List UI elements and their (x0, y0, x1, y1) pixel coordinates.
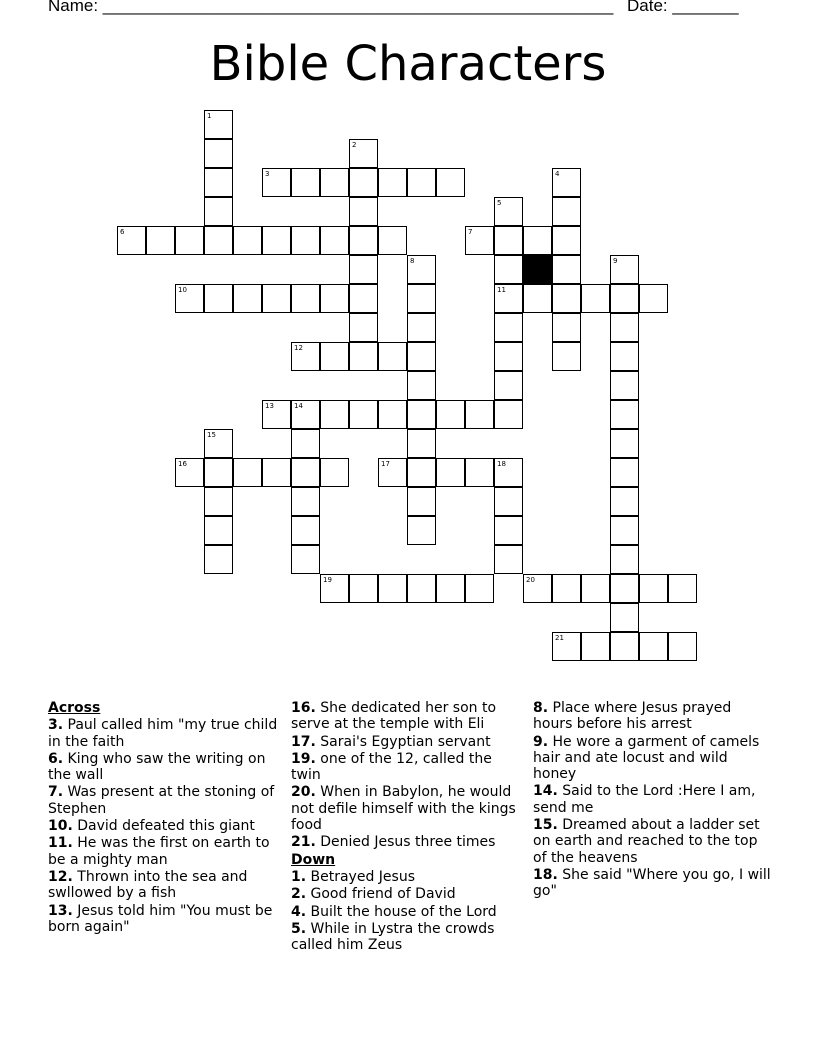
clue-text: Said to the Lord :Here I am, send me (533, 783, 756, 816)
grid-cell[interactable] (204, 168, 233, 197)
grid-cell[interactable] (407, 371, 436, 400)
grid-cell[interactable] (552, 574, 581, 603)
grid-cell[interactable] (233, 226, 262, 255)
grid-cell[interactable] (233, 284, 262, 313)
date-field[interactable]: Date: _______ (627, 0, 739, 15)
grid-cell[interactable] (291, 168, 320, 197)
clue-number: 5. (291, 920, 307, 937)
clue-number: 14. (533, 783, 558, 800)
grid-cell[interactable] (610, 545, 639, 574)
clue-text: one of the 12, called the twin (291, 750, 492, 784)
grid-cell[interactable] (436, 574, 465, 603)
grid-cell[interactable] (494, 226, 523, 255)
clue (533, 783, 773, 816)
grid-cell[interactable] (378, 458, 407, 487)
down-clues-list (291, 869, 521, 953)
grid-cell[interactable] (494, 284, 523, 313)
grid-cell[interactable] (204, 429, 233, 458)
grid-cell[interactable] (436, 458, 465, 487)
grid-cell[interactable] (407, 574, 436, 603)
across-clues-list-continued (291, 700, 521, 851)
grid-cell[interactable] (407, 342, 436, 371)
grid-cell[interactable] (407, 313, 436, 342)
grid-cell[interactable] (494, 487, 523, 516)
clue (291, 751, 521, 784)
grid-cell[interactable] (349, 400, 378, 429)
cell-number: 21 (555, 634, 564, 642)
clue-number: 18. (533, 866, 558, 883)
grid-cell[interactable] (610, 371, 639, 400)
clue (48, 903, 278, 936)
grid-cell[interactable] (204, 139, 233, 168)
grid-cell[interactable] (610, 516, 639, 545)
grid-cell[interactable] (407, 255, 436, 284)
grid-cell[interactable] (291, 284, 320, 313)
clue (291, 700, 521, 733)
clue-number: 20. (291, 784, 316, 801)
grid-cell[interactable] (349, 574, 378, 603)
grid-cell[interactable] (494, 400, 523, 429)
clue (291, 834, 521, 850)
grid-cell[interactable] (291, 487, 320, 516)
clue (48, 784, 278, 817)
grid-cell[interactable] (552, 255, 581, 284)
cell-number: 13 (265, 402, 274, 410)
clues-column-2 (291, 700, 521, 954)
clue (533, 700, 773, 733)
page-title: Bible Characters (209, 36, 607, 92)
clue-text: Jesus told him "You must be born again" (48, 902, 273, 935)
grid-cell[interactable] (320, 400, 349, 429)
grid-cell[interactable] (610, 313, 639, 342)
grid-cell[interactable] (291, 516, 320, 545)
clue (533, 867, 773, 900)
clue-text: Dreamed about a ladder set on earth and reached to the top of the heavens (533, 817, 760, 866)
clue (48, 751, 278, 784)
cell-number: 1 (207, 112, 212, 120)
clue (533, 734, 773, 783)
grid-cell[interactable] (494, 255, 523, 284)
grid-cell[interactable] (610, 255, 639, 284)
grid-cell[interactable] (581, 632, 610, 661)
grid-cell[interactable] (117, 226, 146, 255)
grid-cell[interactable] (291, 458, 320, 487)
grid-cell[interactable] (494, 313, 523, 342)
grid-cell[interactable] (552, 226, 581, 255)
grid-cell[interactable] (204, 516, 233, 545)
clue-text: Paul called him "my true child in the faith (48, 717, 278, 750)
grid-cell[interactable] (204, 284, 233, 313)
cell-number: 17 (381, 460, 390, 468)
grid-cell[interactable] (639, 632, 668, 661)
grid-cell[interactable] (262, 400, 291, 429)
grid-cell[interactable] (523, 284, 552, 313)
grid-cell[interactable] (610, 574, 639, 603)
grid-cell[interactable] (610, 458, 639, 487)
grid-cell[interactable] (204, 487, 233, 516)
clues-column-3 (533, 700, 773, 901)
grid-cell[interactable] (407, 487, 436, 516)
clue-text: She dedicated her son to serve at the temple with Eli (291, 700, 497, 733)
grid-cell[interactable] (407, 429, 436, 458)
grid-cell[interactable] (349, 197, 378, 226)
grid-cell[interactable] (465, 574, 494, 603)
clue (48, 869, 278, 902)
grid-cell[interactable] (378, 574, 407, 603)
grid-cell[interactable] (610, 342, 639, 371)
clue-number: 6. (48, 750, 64, 767)
grid-cell[interactable] (494, 342, 523, 371)
grid-cell[interactable] (175, 284, 204, 313)
clue-number: 19. (291, 750, 316, 767)
clue-number: 13. (48, 902, 73, 919)
cell-number: 19 (323, 576, 332, 584)
grid-cell[interactable] (378, 226, 407, 255)
grid-cell[interactable] (320, 574, 349, 603)
cell-number: 16 (178, 460, 187, 468)
grid-cell[interactable] (610, 632, 639, 661)
clue-number: 21. (291, 834, 316, 851)
grid-cell[interactable] (610, 400, 639, 429)
clue-text: He wore a garment of camels hair and ate locust and wild honey (533, 733, 760, 783)
clue (48, 835, 278, 868)
clue-text: Was present at the stoning of Stephen (48, 784, 275, 817)
cell-number: 5 (497, 199, 502, 207)
clue-text: David defeated this giant (72, 818, 255, 835)
grid-cell[interactable] (204, 110, 233, 139)
grid-cell[interactable] (552, 342, 581, 371)
across-heading: Across (48, 700, 101, 716)
grid-cell[interactable] (204, 226, 233, 255)
cell-number: 14 (294, 402, 303, 410)
grid-cell[interactable] (552, 632, 581, 661)
clue-number: 8. (533, 700, 549, 716)
grid-cell[interactable] (465, 458, 494, 487)
grid-cell[interactable] (407, 458, 436, 487)
grid-cell[interactable] (204, 197, 233, 226)
clue (48, 818, 278, 834)
grid-cell[interactable] (233, 458, 262, 487)
grid-cell[interactable] (349, 226, 378, 255)
clue (291, 886, 521, 902)
clue-number: 17. (291, 733, 316, 750)
grid-cell[interactable] (204, 545, 233, 574)
cell-number: 11 (497, 286, 506, 294)
clue (291, 869, 521, 885)
grid-cell[interactable] (407, 168, 436, 197)
grid-cell[interactable] (552, 284, 581, 313)
grid-cell[interactable] (204, 458, 233, 487)
grid-cell[interactable] (262, 458, 291, 487)
down-heading: Down (291, 851, 336, 868)
clue-text: King who saw the writing on the wall (48, 750, 266, 784)
clue-text: Built the house of the Lord (306, 903, 497, 920)
grid-cell[interactable] (494, 458, 523, 487)
cell-number: 9 (613, 257, 618, 265)
clue-number: 16. (291, 700, 316, 716)
grid-cell[interactable] (436, 400, 465, 429)
clue-text: Betrayed Jesus (306, 868, 415, 885)
clue (291, 921, 521, 954)
grid-cell[interactable] (291, 400, 320, 429)
grid-cell[interactable] (378, 342, 407, 371)
grid-cell[interactable] (668, 632, 697, 661)
cell-number: 4 (555, 170, 560, 178)
grid-cell[interactable] (552, 168, 581, 197)
clue (291, 904, 521, 920)
grid-cell[interactable] (494, 516, 523, 545)
clue-number: 1. (291, 868, 307, 885)
grid-cell[interactable] (291, 545, 320, 574)
grid-cell[interactable] (146, 226, 175, 255)
grid-cell[interactable] (262, 226, 291, 255)
grid-cell[interactable] (291, 342, 320, 371)
clue-text: Thrown into the sea and swllowed by a fish (48, 868, 248, 902)
grid-cell[interactable] (639, 284, 668, 313)
grid-cell[interactable] (349, 139, 378, 168)
grid-cell[interactable] (320, 342, 349, 371)
grid-cell[interactable] (378, 168, 407, 197)
grid-cell[interactable] (349, 168, 378, 197)
grid-cell[interactable] (291, 226, 320, 255)
grid-cell[interactable] (175, 458, 204, 487)
grid-cell[interactable] (349, 284, 378, 313)
grid-cell[interactable] (494, 371, 523, 400)
grid-cell[interactable] (465, 226, 494, 255)
clue-text: Sarai's Egyptian servant (315, 733, 491, 750)
grid-cell[interactable] (494, 545, 523, 574)
grid-cell[interactable] (523, 226, 552, 255)
grid-cell[interactable] (465, 400, 494, 429)
grid-cell[interactable] (639, 574, 668, 603)
clue-number: 4. (291, 903, 307, 920)
clue-text: Denied Jesus three times (315, 834, 496, 851)
cell-number: 8 (410, 257, 415, 265)
grid-cell[interactable] (262, 168, 291, 197)
cell-number: 18 (497, 460, 506, 468)
clue (48, 717, 278, 750)
down-clues-list-continued (533, 700, 773, 900)
cell-number: 12 (294, 344, 303, 352)
clue-number: 15. (533, 817, 558, 834)
clue-number: 11. (48, 835, 73, 852)
clue (291, 784, 521, 833)
grid-cell[interactable] (349, 313, 378, 342)
grid-cell[interactable] (407, 400, 436, 429)
clue-text: She said "Where you go, I will go" (533, 866, 771, 900)
clue-number: 10. (48, 818, 73, 835)
cell-number: 20 (526, 576, 535, 584)
clue-text: Good friend of David (306, 886, 456, 903)
grid-cell[interactable] (407, 516, 436, 545)
cell-number: 7 (468, 228, 473, 236)
across-clues-list (48, 717, 278, 935)
grid-cell[interactable] (436, 168, 465, 197)
clue (533, 817, 773, 866)
grid-cell[interactable] (291, 429, 320, 458)
grid-cell[interactable] (262, 284, 291, 313)
clue-number: 7. (48, 784, 64, 801)
clue-text: He was the first on earth to be a mighty man (48, 835, 270, 868)
name-field[interactable]: Name: ______________________________________________________ (48, 0, 614, 15)
grid-cell[interactable] (610, 487, 639, 516)
grid-cell[interactable] (320, 168, 349, 197)
grid-cell[interactable] (523, 574, 552, 603)
grid-cell[interactable] (610, 429, 639, 458)
grid-cell[interactable] (349, 255, 378, 284)
clue-number: 3. (48, 717, 64, 734)
clue-text: Place where Jesus prayed hours before his arrest (533, 700, 732, 733)
clue-number: 2. (291, 886, 307, 903)
cell-number: 15 (207, 431, 216, 439)
grid-cell[interactable] (320, 226, 349, 255)
cell-number: 6 (120, 228, 125, 236)
black-cell (523, 255, 552, 284)
clue-text: While in Lystra the crowds called him Zeus (291, 920, 495, 954)
clue-text: When in Babylon, he would not defile himself with the kings food (291, 784, 516, 834)
cell-number: 3 (265, 170, 270, 178)
grid-cell[interactable] (494, 197, 523, 226)
grid-cell[interactable] (552, 197, 581, 226)
clue (291, 734, 521, 750)
grid-cell[interactable] (320, 458, 349, 487)
clue-number: 12. (48, 868, 73, 885)
grid-cell[interactable] (378, 400, 407, 429)
grid-cell[interactable] (610, 284, 639, 313)
grid-cell[interactable] (552, 313, 581, 342)
clues-column-1 (48, 700, 278, 936)
cell-number: 2 (352, 141, 357, 149)
grid-cell[interactable] (668, 574, 697, 603)
grid-cell[interactable] (610, 603, 639, 632)
clue-number: 9. (533, 733, 549, 750)
grid-cell[interactable] (581, 574, 610, 603)
cell-number: 10 (178, 286, 187, 294)
grid-cell[interactable] (175, 226, 204, 255)
grid-cell[interactable] (320, 284, 349, 313)
grid-cell[interactable] (581, 284, 610, 313)
grid-cell[interactable] (407, 284, 436, 313)
grid-cell[interactable] (349, 342, 378, 371)
